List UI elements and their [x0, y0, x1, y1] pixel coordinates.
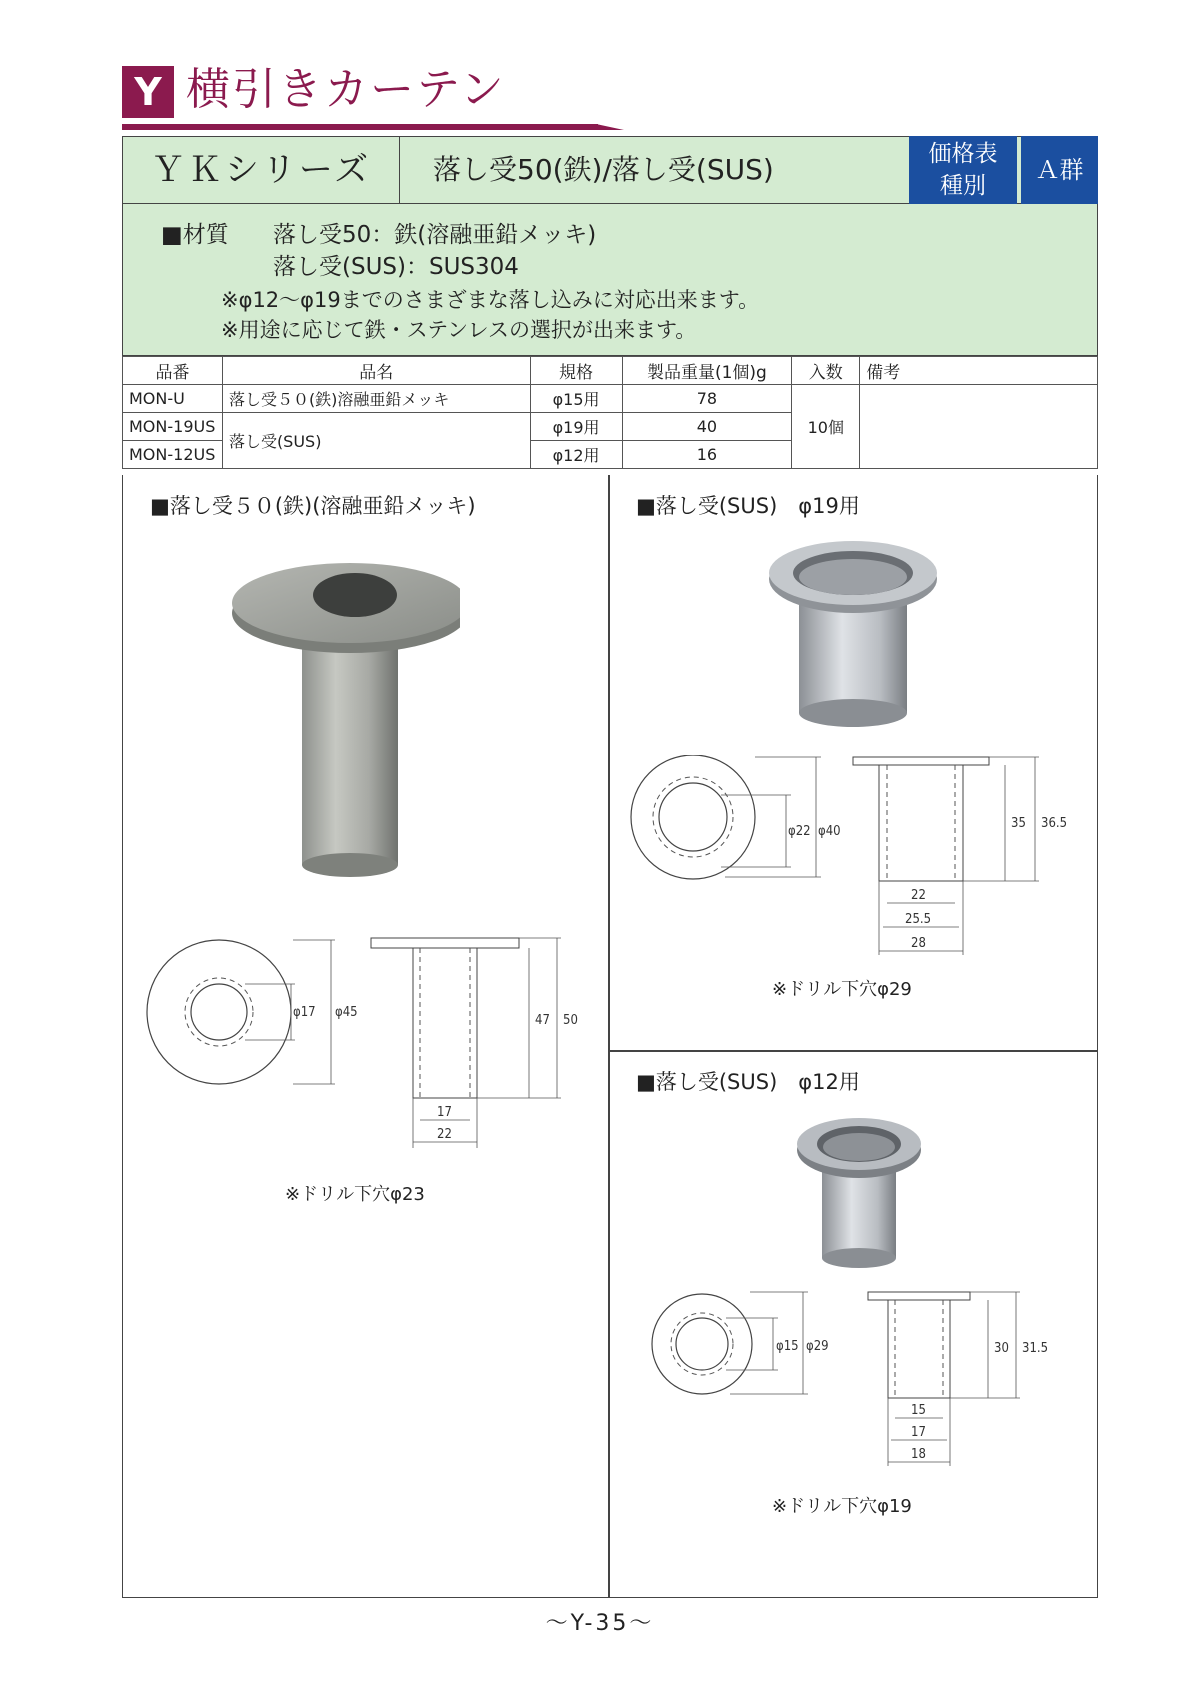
dim-outer-dia: φ29: [806, 1339, 829, 1354]
material-label: ■材質: [161, 222, 229, 248]
sus19-holder-photo: [765, 535, 945, 730]
dim-width-1: 15: [911, 1403, 926, 1418]
cell-size: φ12用: [530, 441, 622, 469]
col-header-size: 規格: [530, 357, 622, 385]
category-rule: [122, 124, 598, 130]
category-rule-tip: [596, 124, 624, 130]
dim-width-3: 28: [911, 936, 926, 951]
spec-table: [122, 356, 1098, 469]
dim-outer-dia: φ40: [818, 824, 841, 839]
table-header-row: [123, 357, 1098, 385]
sus12-holder-drawing: [640, 1290, 1080, 1470]
panel-divider-vertical: [608, 475, 610, 1598]
cell-code: MON-U: [123, 385, 223, 413]
panel-title-sus12: ■落し受(SUS) φ12用: [636, 1070, 860, 1094]
dim-height-1: 30: [994, 1341, 1009, 1356]
col-header-remarks: 備考: [860, 357, 1098, 385]
material-line-2: 落し受(SUS)：SUS304: [273, 254, 519, 280]
drill-note-sus12: ※ドリル下穴φ19: [772, 1496, 912, 1517]
page-number: ～Y-35～: [545, 1611, 655, 1636]
sus12-holder-photo: [790, 1110, 930, 1275]
dim-width-2: 22: [437, 1127, 452, 1142]
dim-height-2: 36.5: [1041, 816, 1068, 831]
cell-size: φ19用: [530, 413, 622, 441]
cell-weight: 78: [622, 385, 792, 413]
cell-remarks: [860, 385, 1098, 469]
dim-height-1: 35: [1011, 816, 1026, 831]
col-header-code: 品番: [123, 357, 223, 385]
dim-height-1: 47: [535, 1013, 550, 1028]
dim-inner-dia: φ22: [788, 824, 811, 839]
material-note-2: ※用途に応じて鉄・ステンレスの選択が出来ます。: [221, 318, 697, 342]
material-note-1: ※φ12～φ19までのさまざまな落し込みに対応出来ます。: [221, 288, 760, 312]
col-header-weight: 製品重量(1個)g: [622, 357, 792, 385]
price-type-label: [909, 136, 1017, 204]
price-label-line2: 種別: [940, 173, 986, 199]
dim-width-1: 22: [911, 888, 926, 903]
cell-name: 落し受５０(鉄)溶融亜鉛メッキ: [222, 385, 530, 413]
cell-weight: 40: [622, 413, 792, 441]
material-section: [122, 204, 1098, 356]
cell-weight: 16: [622, 441, 792, 469]
dim-outer-dia: φ45: [335, 1005, 358, 1020]
panel-divider-horizontal: [609, 1050, 1098, 1052]
category-title: 横引きカーテン: [186, 64, 506, 115]
iron-holder-photo: [230, 555, 460, 885]
cell-code: MON-19US: [123, 413, 223, 441]
category-badge: Y: [122, 66, 174, 118]
table-row: [123, 385, 1098, 413]
cell-quantity: 10個: [792, 385, 860, 469]
dim-inner-dia: φ17: [293, 1005, 316, 1020]
dim-width-2: 17: [911, 1425, 926, 1440]
series-product-name: 落し受50(鉄)/落し受(SUS): [433, 153, 774, 186]
series-bar: [122, 136, 1098, 204]
cell-size: φ15用: [530, 385, 622, 413]
price-label-line1: 価格表: [928, 141, 998, 167]
panel-title-iron: ■落し受５０(鉄)(溶融亜鉛メッキ): [150, 494, 476, 518]
dim-height-2: 31.5: [1022, 1341, 1049, 1356]
dim-width-3: 18: [911, 1447, 926, 1462]
sus19-holder-drawing: [625, 755, 1080, 965]
col-header-name: 品名: [222, 357, 530, 385]
col-header-quantity: 入数: [792, 357, 860, 385]
cell-name: 落し受(SUS): [222, 413, 530, 469]
dim-inner-dia: φ15: [776, 1339, 799, 1354]
dim-height-2: 50: [563, 1013, 578, 1028]
drill-note-iron: ※ドリル下穴φ23: [285, 1184, 425, 1205]
cell-code: MON-12US: [123, 441, 223, 469]
panel-title-sus19: ■落し受(SUS) φ19用: [636, 494, 860, 518]
iron-holder-drawing: [135, 920, 595, 1150]
price-group: Ａ群: [1021, 136, 1098, 204]
series-name: ＹＫシリーズ: [123, 137, 400, 203]
dim-width-1: 17: [437, 1105, 452, 1120]
dim-width-2: 25.5: [905, 912, 932, 927]
drill-note-sus19: ※ドリル下穴φ29: [772, 979, 912, 1000]
material-line-1: 落し受50：鉄(溶融亜鉛メッキ): [273, 222, 597, 248]
